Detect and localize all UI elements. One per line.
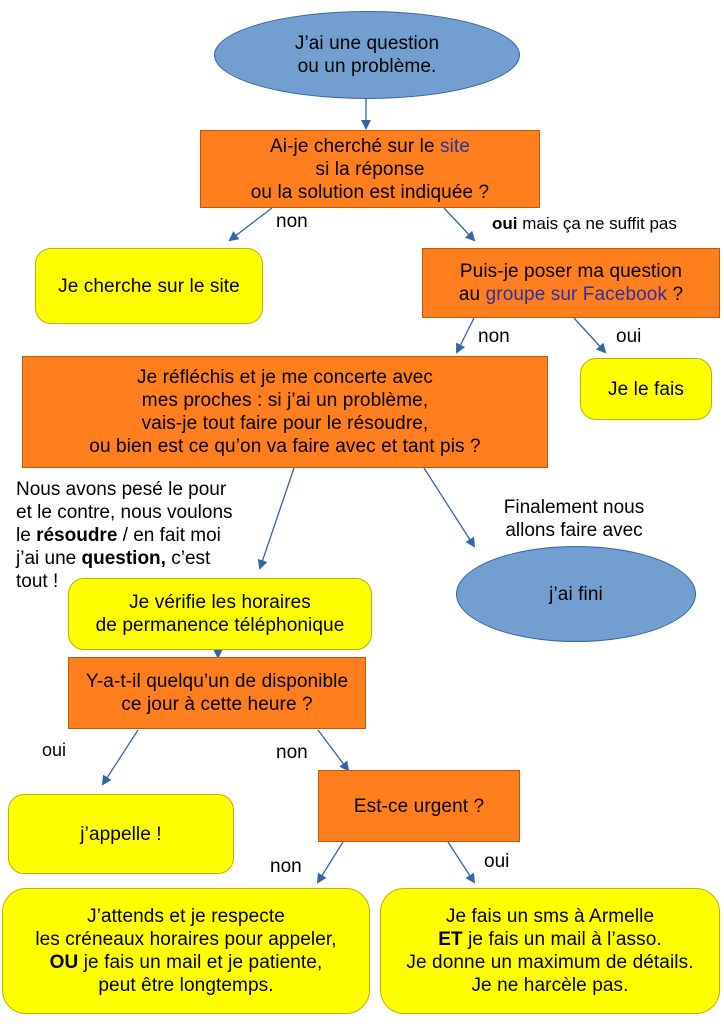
label-resolve-line3-pre: le: [16, 525, 37, 546]
question-reflect-line1: Je réfléchis et je me concerte avec: [136, 367, 434, 388]
wait-line4: peut être longtemps.: [98, 975, 274, 996]
question-urgent-text: Est-ce urgent ?: [353, 795, 485, 817]
start-line1: J’ai une question: [294, 33, 440, 54]
facebook-group-link[interactable]: groupe sur Facebook: [485, 284, 668, 305]
check-hours-line1: Je vérifie les horaires: [129, 592, 311, 613]
check-hours-box: [68, 578, 372, 650]
finished-ellipse: [456, 546, 696, 642]
sms-line2-rest: je fais un mail à l’asso.: [462, 929, 662, 950]
label-site-no: non: [276, 211, 308, 232]
label-resolve-line4-bold: question,: [81, 548, 166, 569]
sms-line1: Je fais un sms à Armelle: [445, 906, 655, 927]
question-reflect-line3: vais-je tout faire pour le résoudre,: [141, 413, 429, 434]
site-link[interactable]: site: [440, 135, 470, 157]
label-resolve-line4-post: c’est: [165, 548, 211, 569]
label-resolve-line3: [16, 524, 276, 547]
wait-line3: [50, 951, 323, 974]
label-resolve-line1: Nous avons pesé le pour: [16, 479, 227, 500]
check-hours-line2: de permanence téléphonique: [95, 615, 345, 636]
question-urgent-box: [318, 770, 520, 842]
arrow-reflect-accept: [424, 468, 474, 546]
label-available-no: non: [276, 742, 308, 763]
label-resolve-line4-pre: j’ai une: [16, 548, 82, 569]
start-line2: ou un problème.: [297, 56, 437, 77]
label-resolve-line3-post: / en fait moi: [117, 525, 221, 546]
label-resolve-line5: tout !: [16, 571, 59, 592]
arrow-urgent-yes: [448, 842, 474, 882]
question-facebook-line2-pre: au: [458, 284, 486, 305]
call-box: [8, 794, 234, 874]
label-accept-line2: allons faire avec: [505, 520, 643, 541]
finished-text: j’ai fini: [549, 583, 603, 605]
arrow-available-yes: [103, 730, 138, 784]
arrow-site-no: [230, 208, 272, 240]
label-resolve-line2: et le contre, nous voulons: [16, 502, 233, 523]
question-reflect-box: [22, 356, 548, 468]
wait-line3-rest: je fais un mail et je patiente,: [78, 952, 323, 973]
search-site-box: [35, 248, 263, 324]
question-available-box: [68, 657, 366, 729]
do-it-text: Je le fais: [608, 378, 684, 400]
label-accept-line1: Finalement nous: [503, 497, 645, 518]
label-urgent-no: non: [270, 856, 302, 877]
label-site-yes-rest: mais ça ne suffit pas: [517, 214, 677, 233]
question-facebook-line2: [459, 283, 683, 306]
label-reflect-resolve: [16, 478, 276, 593]
question-site-line1: [270, 135, 470, 158]
question-available-line1: Y-a-t-il quelqu’un de disponible: [85, 671, 349, 692]
question-reflect-line2: mes proches : si j’ai un problème,: [141, 390, 429, 411]
label-resolve-line4: [16, 547, 276, 570]
label-resolve-line3-bold: résoudre: [36, 525, 118, 546]
search-site-text: Je cherche sur le site: [58, 275, 240, 297]
wait-line2: les créneaux horaires pour appeler,: [35, 929, 337, 950]
call-text: j’appelle !: [80, 823, 162, 845]
question-facebook-box: [422, 248, 720, 318]
sms-line3: Je donne un maximum de détails.: [406, 952, 694, 973]
sms-line2-bold: ET: [438, 929, 463, 950]
wait-box: [2, 888, 370, 1014]
arrow-available-no: [318, 730, 348, 770]
label-facebook-yes: oui: [616, 326, 642, 347]
label-facebook-no: non: [478, 326, 510, 347]
sms-box: [380, 888, 720, 1014]
label-available-yes: oui: [42, 740, 67, 760]
arrow-facebook-yes: [574, 318, 605, 352]
sms-line4: Je ne harcèle pas.: [471, 975, 629, 996]
question-site-line1-text: Ai-je cherché sur le: [270, 135, 441, 157]
arrow-facebook-no: [457, 318, 474, 352]
question-facebook-line1: Puis-je poser ma question: [459, 261, 683, 282]
sms-line2: [438, 928, 662, 951]
arrow-urgent-no: [318, 842, 343, 882]
arrow-site-yes: [444, 208, 474, 240]
label-site-yes-bold: oui: [492, 214, 518, 233]
question-site-line2: si la réponse: [315, 158, 425, 180]
wait-line1: J’attends et je respecte: [87, 906, 285, 927]
start-ellipse: [214, 11, 520, 99]
wait-line3-bold: OU: [49, 952, 79, 973]
question-reflect-line4: ou bien est ce qu’on va faire avec et tant pis ?: [89, 436, 481, 457]
question-available-line2: ce jour à cette heure ?: [121, 694, 313, 715]
question-facebook-line2-post: ?: [667, 284, 684, 305]
question-site-box: [200, 130, 540, 208]
label-urgent-yes: oui: [484, 851, 510, 872]
label-site-yes: [492, 212, 677, 235]
question-site-line3: ou la solution est indiquée ?: [250, 181, 490, 203]
do-it-box: [580, 358, 712, 420]
label-reflect-accept: [484, 496, 664, 542]
